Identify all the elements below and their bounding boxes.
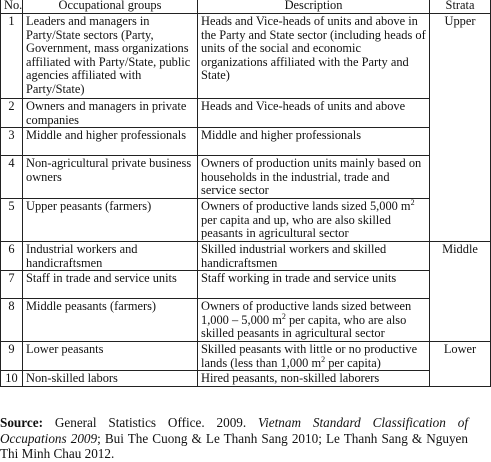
- description-text: Owners of productive lands sized between 1,000 – 5,000 m: [201, 299, 412, 327]
- row-number: 4: [1, 156, 23, 199]
- table-row: [1, 371, 491, 387]
- description-text: per capita, who are also skilled peasants in agricultural sector: [201, 312, 407, 341]
- table-row: [1, 342, 491, 371]
- occupational-group: Staff in trade and service units: [23, 271, 198, 299]
- source-text: General Statistics Office. 2009.: [42, 415, 259, 431]
- superscript: 2: [321, 354, 326, 364]
- description-text: per capita): [325, 355, 381, 370]
- group-description: [198, 299, 430, 342]
- occupational-group: Non-skilled labors: [23, 371, 198, 387]
- row-number: 5: [1, 198, 23, 241]
- table-row: [1, 299, 491, 342]
- table-header-row: [1, 0, 491, 14]
- group-description: Heads and Vice-heads of units and above: [198, 99, 430, 128]
- group-description: Hired peasants, non-skilled laborers: [198, 371, 430, 387]
- description-text: per capita and up, who are also skilled peasants in agricultural sector: [201, 212, 391, 241]
- source-label: Source:: [0, 415, 43, 431]
- group-description: [198, 198, 430, 241]
- strata-lower: Lower: [430, 342, 491, 387]
- row-number: 1: [1, 14, 23, 99]
- occupational-group: Upper peasants (farmers): [23, 198, 198, 241]
- occupational-group: Owners and managers in private companies: [23, 99, 198, 128]
- description-text: Owners of productive lands sized 5,000 m: [201, 198, 411, 213]
- occupational-group: Middle peasants (farmers): [23, 299, 198, 342]
- occupational-group: Industrial workers and handicraftsmen: [23, 241, 198, 270]
- table-row: [1, 198, 491, 241]
- description-text: Skilled peasants with little or no productive lands (less than 1,000 m: [201, 342, 418, 370]
- occupational-group: Middle and higher professionals: [23, 128, 198, 156]
- occupational-group: Non-agricultural private business owners: [23, 156, 198, 199]
- group-description: [198, 342, 430, 371]
- group-description: Middle and higher professionals: [198, 128, 430, 156]
- row-number: 9: [1, 342, 23, 371]
- strata-middle: Middle: [430, 241, 491, 341]
- table-row: [1, 128, 491, 156]
- table-row: [1, 156, 491, 199]
- table-row: [1, 99, 491, 128]
- group-description: Skilled industrial workers and skilled handicraftsmen: [198, 241, 430, 270]
- row-number: 3: [1, 128, 23, 156]
- superscript: 2: [281, 311, 286, 321]
- occupational-group: Leaders and managers in Party/State sectors (Party, Government, mass organizations affiliated with Party/State, public agencies affiliated with Party/State): [23, 14, 198, 99]
- occupational-group: Lower peasants: [23, 342, 198, 371]
- row-number: 8: [1, 299, 23, 342]
- source-note: [0, 415, 468, 462]
- row-number: 6: [1, 241, 23, 270]
- source-publication-title: Vietnam Standard Classification of Occupations 2009: [0, 415, 468, 446]
- row-number: 10: [1, 371, 23, 387]
- table-row: [1, 14, 491, 99]
- row-number: 7: [1, 271, 23, 299]
- group-description: Owners of production units mainly based on households in the industrial, trade and service sector: [198, 156, 430, 199]
- strata-upper: Upper: [430, 14, 491, 242]
- group-description: Heads and Vice-heads of units and above in the Party and State sector (including heads of units of the social and economic organizations affiliated with the Party and State): [198, 14, 430, 99]
- row-number: 2: [1, 99, 23, 128]
- table-row: [1, 271, 491, 299]
- header-no: No.: [1, 0, 23, 14]
- header-description: Description: [198, 0, 430, 14]
- superscript: 2: [410, 197, 415, 207]
- header-occupational-groups: Occupational groups: [23, 0, 198, 14]
- header-strata: Strata: [430, 0, 491, 14]
- source-text: ; Bui The Cuong & Le Thanh Sang 2010; Le Thanh Sang & Nguyen Thi Minh Chau 2012.: [0, 430, 468, 462]
- table-row: [1, 241, 491, 270]
- group-description: Staff working in trade and service units: [198, 271, 430, 299]
